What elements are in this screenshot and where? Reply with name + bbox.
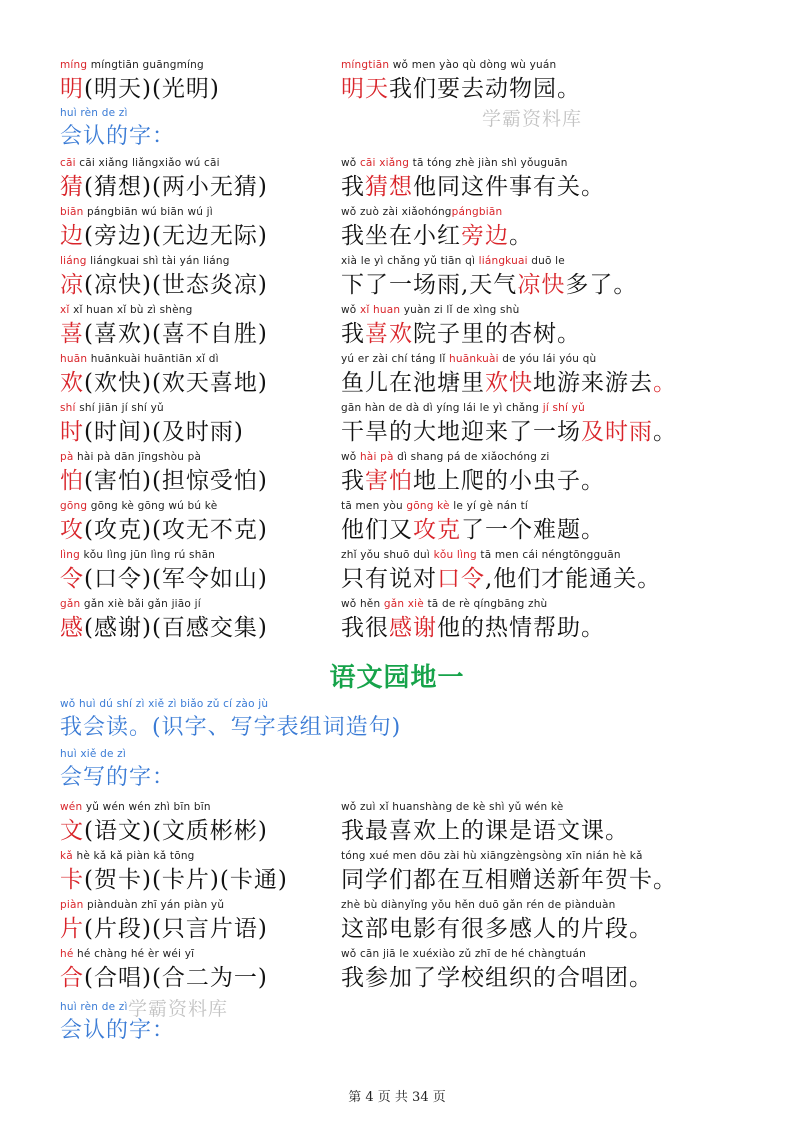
sentence-part: 他们又 [341,517,413,543]
vocab-char: 边 [60,223,84,249]
vocab-words: (时间)(及时雨) [84,419,244,445]
sentence-part: 猜想 [365,174,413,200]
watermark: 学霸资料库 [128,998,229,1020]
vocab-pinyin [60,898,224,912]
sentence-part: 。 [653,370,677,396]
sentence-pinyin [341,254,565,268]
sentence-part: 这部电影有很多感人的片段。 [341,916,653,942]
vocab-pinyin [60,499,217,513]
sentence-part: 多了。 [565,272,638,298]
section-label: 会写的字： [60,765,176,790]
sentence-pinyin [341,401,585,415]
vocab-pinyin [60,352,219,366]
words-pinyin: gǎn xiè bǎi gǎn jiāo jí [80,598,201,610]
vocab-entry [60,254,340,302]
section-pinyin: wǒ huì dú shí zì xiě zì biǎo zǔ cí zào jù [60,698,269,710]
vocab-words: (喜欢)(喜不自胜) [84,321,268,347]
words-pinyin: xǐ huan xǐ bù zì shèng [69,304,193,316]
section-label: 会认的字： [60,1018,176,1043]
vocab-char: 欢 [60,370,84,396]
sentence-pinyin-part: le yí gè nán tí [449,500,529,512]
sentence-part: 明天 [341,76,389,102]
vocab-words: (贺卡)(卡片)(卡通) [84,867,288,893]
sentence-part: 干旱的大地迎来了一场 [341,419,581,445]
sentence-pinyin-part: wǒ cān jiā le xuéxiào zǔ zhī de hé chàngtuán [341,948,587,960]
sentence-pinyin [341,156,568,170]
sentence-part: 我们要去动物园。 [389,76,581,102]
sentence-text [341,814,629,848]
vocab-text [60,170,268,204]
sentence-text [341,611,605,645]
vocab-pinyin [60,849,195,863]
vocab-text [60,961,268,995]
vocab-char: 令 [60,566,84,592]
vocab-char: 感 [60,615,84,641]
char-pinyin: lìng [60,549,80,561]
vocab-entry [60,205,340,253]
example-sentence [341,205,781,253]
words-pinyin: pángbiān wú biān wú jì [83,206,213,218]
sentence-text [341,366,677,400]
example-sentence [341,450,781,498]
sentence-part: 他的热情帮助。 [437,615,605,641]
sentence-pinyin-part: wǒ [341,451,360,463]
sentence-pinyin [341,352,596,366]
sentence-part: 下了一场雨,天气 [341,272,518,298]
sentence-pinyin-part: míngtiān [341,59,390,71]
sentence-text [341,170,605,204]
section-label: 会认的字： [60,124,176,149]
sentence-part: 欢快 [485,370,533,396]
vocab-pinyin [60,401,164,415]
vocab-words: (明天)(光明) [84,76,220,102]
vocab-char: 时 [60,419,84,445]
section-label: 我会读。(识字、写字表组词造句) [60,715,402,740]
sentence-pinyin-part: xǐ huan [359,304,401,316]
words-pinyin: hè kǎ kǎ piàn kǎ tōng [72,850,195,862]
sentence-part: 我坐在小红 [341,223,461,249]
words-pinyin: hài pà dān jīngshòu pà [73,451,202,463]
watermark: 学霸资料库 [482,108,583,130]
sentence-part: 喜欢 [365,321,413,347]
sentence-text [341,415,677,449]
vocab-text [60,611,268,645]
sentence-part: 我最喜欢上的课是语文课。 [341,818,629,844]
sentence-text [341,912,653,946]
vocab-words: (攻克)(攻无不克) [84,517,268,543]
vocab-text [60,863,288,897]
sentence-pinyin [341,597,547,611]
sentence-text [341,219,533,253]
vocab-text [60,562,268,596]
sentence-pinyin [341,548,621,562]
vocab-text [60,415,244,449]
example-sentence [341,156,781,204]
sentence-text [341,562,661,596]
sentence-part: 旁边 [461,223,509,249]
vocab-entry [60,303,340,351]
unit-title: 语文园地一 [329,663,465,693]
sentence-pinyin [341,947,586,961]
vocab-words: (合唱)(合二为一) [84,965,268,991]
example-sentence [341,947,781,995]
sentence-pinyin-part: tóng xué men dōu zài hù xiāngzèngsòng xīn nián hè kǎ [341,850,643,862]
vocab-pinyin [60,450,201,464]
sentence-part: 害怕 [365,468,413,494]
sentence-pinyin-part: xià le yì chǎng yǔ tiān qì [341,255,479,267]
example-sentence [341,303,781,351]
vocab-words: (欢快)(欢天喜地) [84,370,268,396]
words-pinyin: kǒu lìng jūn lìng rú shān [79,549,216,561]
sentence-pinyin [341,800,563,814]
vocab-words: (害怕)(担惊受怕) [84,468,268,494]
sentence-pinyin-part: liángkuai [478,255,528,267]
sentence-part: 凉快 [517,272,566,298]
vocab-pinyin [60,205,213,219]
sentence-pinyin-part: wǒ zuò zài xiǎohóng [341,206,452,218]
sentence-part: 口令 [437,566,485,592]
words-pinyin: huānkuài huāntiān xǐ dì [87,353,219,365]
vocab-text [60,366,268,400]
sentence-text [341,317,581,351]
example-sentence [341,597,781,645]
vocab-words: (猜想)(两小无猜) [84,174,268,200]
sentence-part: 鱼儿在池塘里 [341,370,485,396]
words-pinyin: cāi xiǎng liǎngxiǎo wú cāi [75,157,220,169]
sentence-pinyin-part: jí shí yǔ [542,402,585,414]
vocab-entry [60,499,340,547]
sentence-part: 只有说对 [341,566,437,592]
sentence-pinyin-part: dì shang pá de xiǎochóng zi [393,451,550,463]
sentence-pinyin-part: yú er zài chí táng lǐ [341,353,449,365]
vocab-text [60,268,268,302]
char-pinyin: wén [60,801,83,813]
example-sentence [341,58,781,106]
sentence-pinyin-part: gǎn xiè [383,598,424,610]
sentence-pinyin [341,205,502,219]
vocab-pinyin [60,254,230,268]
sentence-pinyin-part: wǒ zuì xǐ huanshàng de kè shì yǔ wén kè [341,801,564,813]
vocab-pinyin [60,303,192,317]
vocab-char: 片 [60,916,84,942]
sentence-pinyin-part: wǒ [341,157,360,169]
vocab-text [60,317,268,351]
vocab-pinyin [60,597,201,611]
vocab-entry [60,352,340,400]
vocab-entry [60,450,340,498]
sentence-pinyin [341,303,519,317]
char-pinyin: kǎ [60,850,73,862]
sentence-pinyin-part: tā men yòu [341,500,407,512]
sentence-part: 地游来游去 [533,370,653,396]
char-pinyin: shí [60,402,76,414]
example-sentence [341,499,781,547]
vocab-char: 凉 [60,272,84,298]
sentence-text [341,268,637,302]
sentence-part: 及时雨 [581,419,653,445]
sentence-pinyin [341,849,643,863]
char-pinyin: pà [60,451,74,463]
vocab-char: 卡 [60,867,84,893]
sentence-part: 我参加了学校组织的合唱团。 [341,965,653,991]
sentence-text [341,72,581,106]
char-pinyin: míng [60,59,88,71]
sentence-part: 感谢 [389,615,437,641]
sentence-pinyin-part: duō le [527,255,565,267]
sentence-text [341,863,677,897]
char-pinyin: gǎn [60,598,81,610]
sentence-pinyin [341,898,615,912]
sentence-text [341,464,605,498]
sentence-pinyin-part: zhè bù diànyǐng yǒu hěn duō gǎn rén de piànduàn [341,899,616,911]
sentence-part: 。 [509,223,533,249]
sentence-pinyin-part: tā de rè qíngbāng zhù [423,598,548,610]
sentence-part: 我很 [341,615,389,641]
vocab-char: 喜 [60,321,84,347]
vocab-entry [60,156,340,204]
sentence-pinyin-part: wǒ [341,304,360,316]
sentence-part: 地上爬的小虫子。 [413,468,605,494]
sentence-pinyin-part: zhǐ yǒu shuō duì [341,549,434,561]
vocab-text [60,72,220,106]
vocab-entry [60,58,340,106]
vocab-pinyin [60,800,211,814]
sentence-part: 我 [341,321,365,347]
char-pinyin: hé [60,948,74,960]
sentence-pinyin [341,499,528,513]
section-pinyin: huì xiě de zì [60,748,126,760]
vocab-text [60,219,268,253]
vocab-text [60,464,268,498]
example-sentence [341,254,781,302]
vocab-entry [60,849,340,897]
sentence-pinyin-part: kǒu lìng [433,549,477,561]
sentence-pinyin [341,450,550,464]
char-pinyin: cāi [60,157,76,169]
words-pinyin: liángkuai shì tài yán liáng [86,255,230,267]
vocab-text [60,814,268,848]
sentence-pinyin-part: de yóu lái yóu qù [498,353,597,365]
vocab-words: (语文)(文质彬彬) [84,818,268,844]
char-pinyin: biān [60,206,84,218]
example-sentence [341,548,781,596]
words-pinyin: míngtiān guāngmíng [87,59,204,71]
words-pinyin: hé chàng hé èr wéi yī [73,948,195,960]
vocab-words: (感谢)(百感交集) [84,615,268,641]
sentence-part: 院子里的杏树。 [413,321,581,347]
sentence-pinyin-part: wǒ men yào qù dòng wù yuán [389,59,557,71]
vocab-char: 猜 [60,174,84,200]
page-footer: 第 4 页 共 34 页 [348,1090,446,1105]
sentence-part: 。 [653,419,677,445]
sentence-part: ,他们才能通关。 [485,566,662,592]
sentence-pinyin-part: hài pà [359,451,394,463]
sentence-part: 攻克 [413,517,461,543]
words-pinyin: piànduàn zhī yán piàn yǔ [83,899,225,911]
char-pinyin: xǐ [60,304,70,316]
vocab-char: 攻 [60,517,84,543]
words-pinyin: yǔ wén wén zhì bīn bīn [82,801,211,813]
sentence-part: 同学们都在互相赠送新年贺卡。 [341,867,677,893]
vocab-char: 怕 [60,468,84,494]
vocab-pinyin [60,58,204,72]
example-sentence [341,849,781,897]
sentence-text [341,513,605,547]
sentence-pinyin-part: cāi xiǎng [359,157,410,169]
sentence-pinyin-part: yuàn zi lǐ de xìng shù [400,304,520,316]
char-pinyin: gōng [60,500,88,512]
vocab-char: 合 [60,965,84,991]
example-sentence [341,352,781,400]
sentence-part: 我 [341,174,365,200]
vocab-pinyin [60,548,215,562]
section-pinyin: huì rèn de zì [60,1001,128,1013]
vocab-entry [60,898,340,946]
char-pinyin: piàn [60,899,84,911]
words-pinyin: gōng kè gōng wú bú kè [87,500,218,512]
example-sentence [341,898,781,946]
sentence-text [341,961,653,995]
section-pinyin: huì rèn de zì [60,107,128,119]
sentence-pinyin [341,58,556,72]
vocab-entry [60,401,340,449]
sentence-pinyin-part: huānkuài [449,353,499,365]
vocab-words: (片段)(只言片语) [84,916,268,942]
sentence-part: 他同这件事有关。 [413,174,605,200]
sentence-pinyin-part: gōng kè [406,500,450,512]
example-sentence [341,800,781,848]
vocab-entry [60,597,340,645]
sentence-pinyin-part: wǒ hěn [341,598,384,610]
vocab-pinyin [60,947,194,961]
vocab-entry [60,947,340,995]
vocab-text [60,513,268,547]
vocab-char: 文 [60,818,84,844]
vocab-char: 明 [60,76,84,102]
sentence-pinyin-part: pángbiān [451,206,503,218]
sentence-pinyin-part: tā men cái néngtōngguān [476,549,621,561]
sentence-pinyin-part: tā tóng zhè jiàn shì yǒuguān [409,157,568,169]
vocab-text [60,912,268,946]
sentence-part: 我 [341,468,365,494]
vocab-words: (口令)(军令如山) [84,566,268,592]
vocab-words: (旁边)(无边无际) [84,223,268,249]
example-sentence [341,401,781,449]
sentence-part: 了一个难题。 [461,517,605,543]
words-pinyin: shí jiān jí shí yǔ [75,402,164,414]
char-pinyin: liáng [60,255,87,267]
vocab-pinyin [60,156,220,170]
vocab-entry [60,548,340,596]
vocab-entry [60,800,340,848]
char-pinyin: huān [60,353,88,365]
vocab-words: (凉快)(世态炎凉) [84,272,268,298]
sentence-pinyin-part: gān hàn de dà dì yíng lái le yì chǎng [341,402,543,414]
